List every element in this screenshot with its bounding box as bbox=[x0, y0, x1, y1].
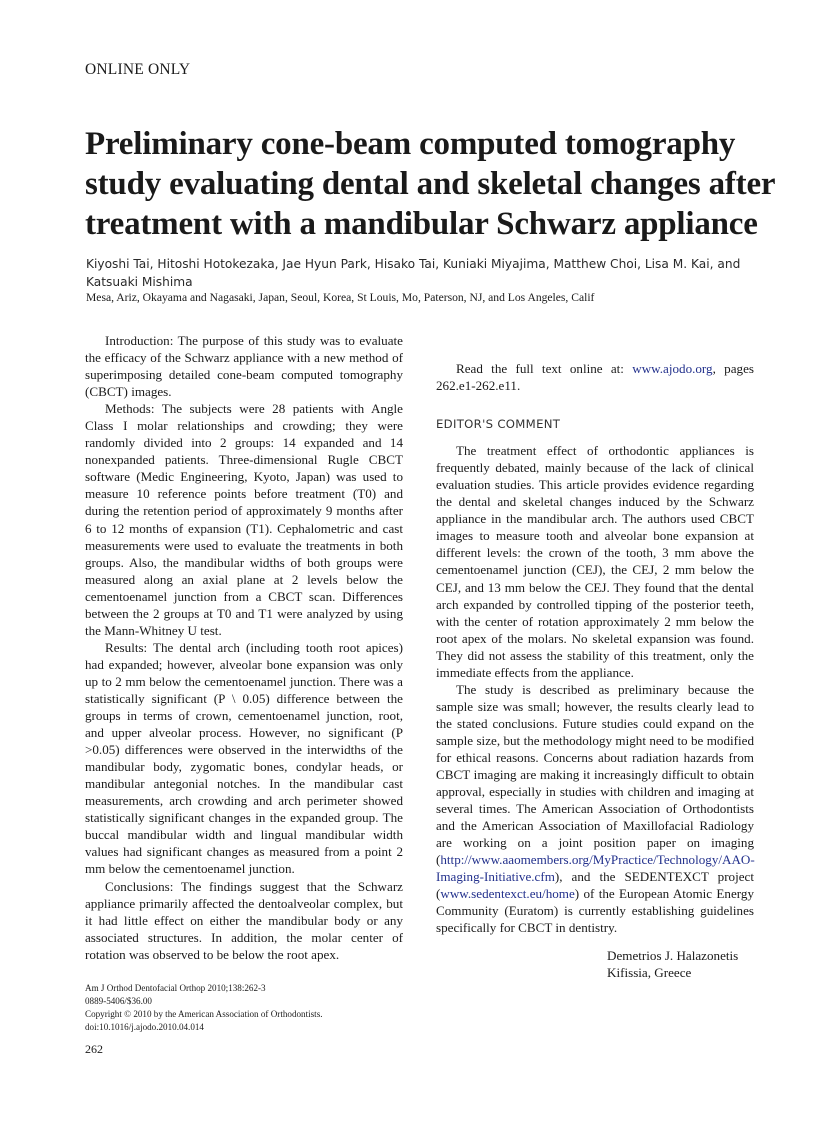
issn: 0889-5406/$36.00 bbox=[85, 995, 152, 1006]
editor-location: Kifissia, Greece bbox=[607, 964, 692, 980]
copyright: Copyright © 2010 by the American Association of Orthodontists. bbox=[85, 1008, 323, 1019]
abstract-results: Results: The dental arch (including tooth root apices) had expanded; however, alveolar bone expansion was only up to 2 mm below the cementoenamel junction. There was a statistically significant (P \ 0.05) difference between the groups in terms of crown, cementoenamel junction, root, and upper alveolar process. However, no significant (P >0.05) differences were observed in the interwidths of the mandibular body, zygomatic bones, condylar heads, or mandibular antegonial notches. In the mandibular cast measurements, arch crowding and arch perimeter showed statistically significant changes in the expanded group. The buccal mandibular width and lingual mandibular width values had significant changes as measured from a point 2 mm below the cementoenamel junction. bbox=[85, 639, 403, 877]
sedentexct-link[interactable]: www.sedentexct.eu/home bbox=[440, 886, 575, 902]
journal-link[interactable]: www.ajodo.org bbox=[632, 361, 713, 376]
abstract-column-left bbox=[85, 332, 403, 963]
section-label: ONLINE ONLY bbox=[85, 61, 191, 78]
aao-imaging-link[interactable]: http://www.aaomembers.org/MyPractice/Technology/AAO-Imaging-Initiative.cfm bbox=[436, 852, 755, 885]
abstract-column-right bbox=[436, 332, 754, 981]
title-line: treatment with a mandibular Schwarz appliance bbox=[85, 206, 758, 242]
abstract-conclusions: Conclusions: The findings suggest that the Schwarz appliance primarily affected the dentoalveolar complex, but it had little effect on either the mandibular body or any associated structures. In addition, the molar center of rotation was observed to be below the root apex. bbox=[85, 878, 403, 962]
editors-comment-text: ) of the European Atomic Energy Community (Euratom) is currently establishing guidelines specifically for CBCT in dentistry. bbox=[436, 886, 754, 936]
editors-comment-text: ), and the SEDENTEXCT project ( bbox=[436, 869, 754, 902]
author-list: Kiyoshi Tai, Hitoshi Hotokezaka, Jae Hyun Park, Hisako Tai, Kuniaki Miyajima, Matthew Choi, Lisa M. Kai, and Katsuaki Mishima bbox=[86, 257, 741, 289]
footer-notes bbox=[85, 982, 405, 1034]
title-line: Preliminary cone-beam computed tomography bbox=[85, 126, 736, 162]
abstract-introduction: Introduction: The purpose of this study was to evaluate the efficacy of the Schwarz appliance with a new method of superimposing detailed cone-beam computed tomography (CBCT) images. bbox=[85, 333, 403, 400]
editor-signature bbox=[436, 947, 754, 981]
fulltext-suffix: , pages 262.e1-262.e11. bbox=[436, 361, 754, 394]
affiliations: Mesa, Ariz, Okayama and Nagasaki, Japan, Seoul, Korea, St Louis, Mo, Paterson, NJ, and Los Angeles, Calif bbox=[86, 291, 595, 304]
editors-comment-paragraph: The treatment effect of orthodontic appliances is frequently debated, mainly because of the lack of clinical evaluation studies. This article provides evidence regarding the dental and skeletal changes induced by the Schwarz appliance in the mandibular arch. The authors used CBCT images to measure tooth and alveolar bone expansion at different levels: the crown of the tooth, 3 mm above the cementoenamel junction (CEJ), the CEJ, 2 mm below the CEJ, and 13 mm below the CEJ. They found that the dental arch expanded by controlled tipping of the posterior teeth, with the center of rotation approximately 2 mm below the root apex of the molars. No skeletal expansion was found. They did not assess the stability of this treatment, only the immediate effects from the appliance. bbox=[436, 443, 754, 680]
fulltext-note bbox=[436, 360, 754, 394]
editors-comment-heading: EDITOR'S COMMENT bbox=[436, 417, 561, 432]
doi: doi:10.1016/j.ajodo.2010.04.014 bbox=[85, 1021, 204, 1032]
fulltext-prefix: Read the full text online at: bbox=[456, 361, 633, 376]
article-title bbox=[85, 124, 775, 244]
journal-citation: Am J Orthod Dentofacial Orthop 2010;138:262-3 bbox=[85, 983, 266, 993]
editors-comment-text: The study is described as preliminary because the sample size was small; however, the results clearly lead to the stated conclusions. Future studies could expand on the sample size, but the methodology might need to be modified for ethical reasons. Concerns about radiation hazards from CBCT imaging are making it increasingly difficult to obtain approval, especially in studies with children and imaging at several times. The American Association of Orthodontists and the American Association of Maxillofacial Radiology are working on a joint position paper on imaging ( bbox=[436, 681, 754, 868]
title-line: study evaluating dental and skeletal changes after bbox=[85, 166, 776, 202]
page-number: 262 bbox=[85, 1042, 103, 1056]
editor-name: Demetrios J. Halazonetis bbox=[607, 947, 739, 963]
abstract-methods: Methods: The subjects were 28 patients with Angle Class I molar relationships and crowding; they were randomly divided into 2 groups: 14 expanded and 14 nonexpanded patients. Three-dimensional Rugle CBCT software (Medic Engineering, Kyoto, Japan) was used to measure 10 reference points before treatment (T0) and during the retention period of approximately 9 months after 6 to 12 months of expansion (T1). Cephalometric and cast measurements were used to evaluate the treatments in both groups. Also, the mandibular widths of both groups were measured along an axial plane at 2 levels below the cementoenamel junction from a CBCT scan. Differences between the 2 groups at T0 and T1 were analyzed by using the Mann-Whitney U test. bbox=[85, 401, 403, 638]
editors-comment-paragraph bbox=[436, 681, 754, 937]
